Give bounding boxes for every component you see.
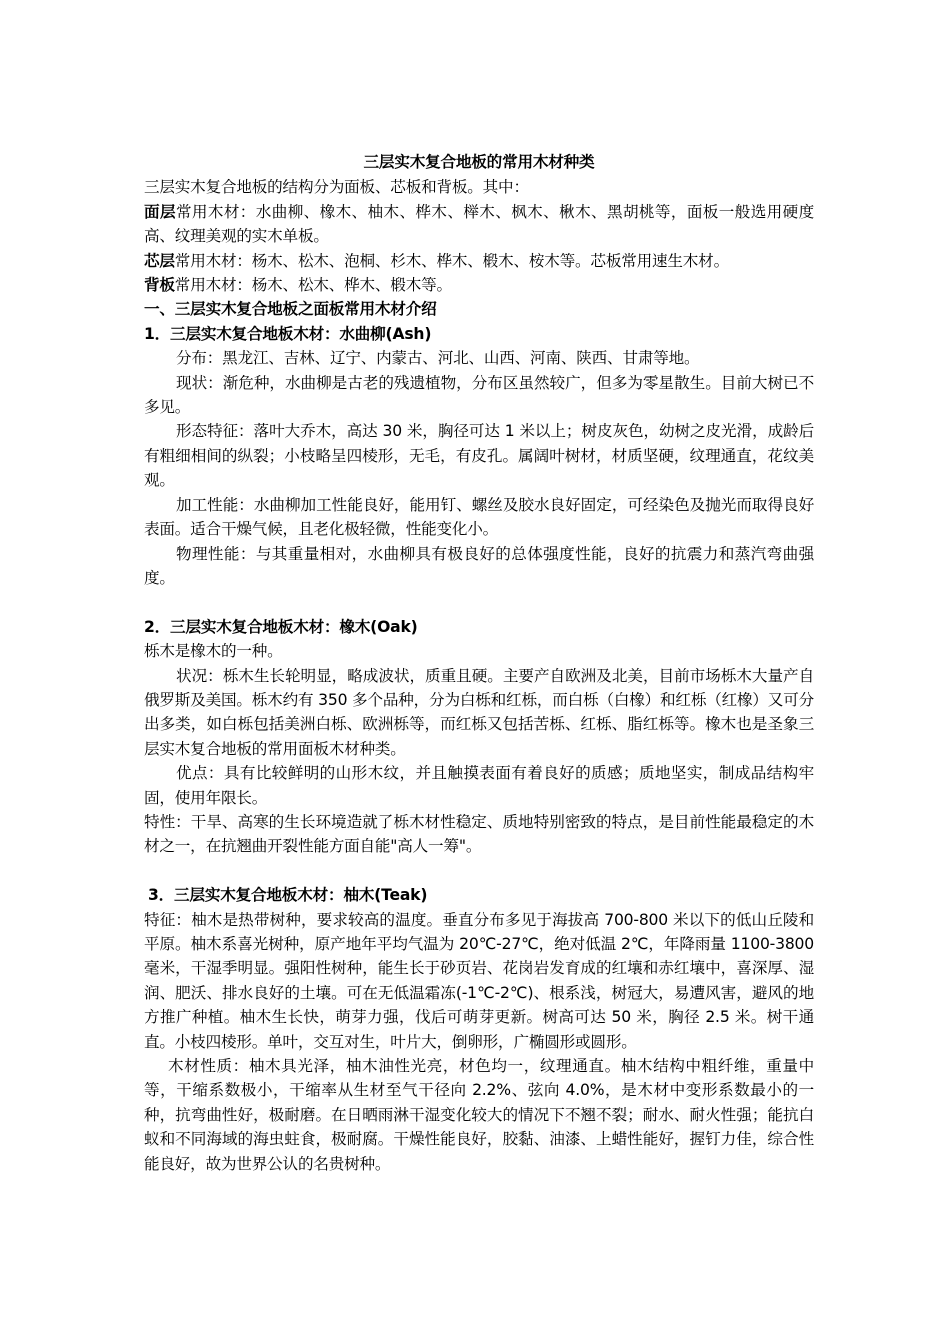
layer-core-text: 常用木材：杨木、松木、泡桐、杉木、桦木、椴木、桉木等。芯板常用速生木材。 (174, 251, 729, 270)
spacer (144, 590, 814, 614)
spacer (144, 859, 814, 883)
document-title: 三层实木复合地板的常用木材种类 (363, 153, 595, 171)
oak-condition: 状况：栎木生长轮明显，略成波状，质重且硬。主要产自欧洲及北美，目前市场栎木大量产自俄罗斯及美国。栎木约有 350 多个品种，分为白栎和红栎，而白栎（白橡）和红栎（红橡）又可分出多类，如白栎包括美洲白栎、欧洲栎等，而红栎又包括苦栎、红栎、脂红栎等。橡木也是圣象三层实木复合地板的常用面板木材种类。 (144, 666, 814, 758)
ash-status: 现状：渐危种，水曲柳是古老的残遗植物，分布区虽然较广，但多为零星散生。目前大树已不多见。 (144, 373, 814, 417)
layer-face-text: 常用木材：水曲柳、橡木、柚木、桦木、榉木、枫木、楸木、黑胡桃等，面板一般选用硬度高、纹理美观的实木单板。 (144, 202, 814, 246)
teak-features: 特征：柚木是热带树种，要求较高的温度。垂直分布多见于海拔高 700-800 米以下的低山丘陵和平原。柚木系喜光树种，原产地年平均气温为 20℃-27℃，绝对低温 2℃，年降雨量 1100-3800 毫米，干湿季明显。强阳性树种，能生长于砂页岩、花岗岩发育成的红壤和赤红壤中，喜深厚、湿润、肥沃、排水良好的土壤。可在无低温霜冻(-1℃-2℃)、根系浅，树冠大，易遭风害，避风的地方推广种植。柚木生长快，萌芽力强，伐后可萌芽更新。树高可达 50 米，胸径 2.5 米。树干通直。小枝四棱形。单叶，交互对生，叶片大，倒卵形，广椭圆形或圆形。 (144, 910, 814, 1051)
teak-wood-properties: 木材性质：柚木具光泽，柚木油性光亮，材色均一，纹理通直。柚木结构中粗纤维，重量中等，干缩系数极小，干缩率从生材至气干径向 2.2%、弦向 4.0%，是木材中变形系数最小的一种，抗弯曲性好，极耐磨。在日晒雨淋干湿变化较大的情况下不翘不裂；耐水、耐火性强；能抗白蚁和不同海域的海虫蛀食，极耐腐。干燥性能良好，胶黏、油漆、上蜡性能好，握钉力佳，综合性能良好，故为世界公认的名贵树种。 (144, 1057, 814, 1173)
document-page (144, 150, 814, 1176)
layer-face (144, 200, 814, 249)
ash-processing: 加工性能：水曲柳加工性能良好，能用钉、螺丝及胶水良好固定，可经染色及抛光而取得良好表面。适合干燥气候，且老化极轻微，性能变化小。 (144, 495, 814, 539)
oak-properties: 特性：干旱、高寒的生长环境造就了栎木材性稳定、质地特别密致的特点，是目前性能最稳定的木材之一，在抗翘曲开裂性能方面自能"高人一筹"。 (144, 812, 814, 856)
layer-face-label: 面层 (144, 202, 176, 221)
ash-morphology: 形态特征：落叶大乔木，高达 30 米，胸径可达 1 米以上；树皮灰色，幼树之皮光滑，成龄后有粗细相间的纵裂；小枝略呈四棱形，无毛，有皮孔。属阔叶树材，材质坚硬，纹理通直，花纹美观。 (144, 422, 814, 490)
layer-back-label: 背板 (144, 276, 175, 295)
layer-back (144, 273, 814, 297)
ash-heading: 1．三层实木复合地板木材：水曲柳(Ash) (144, 324, 432, 343)
ash-distribution: 分布：黑龙江、吉林、辽宁、内蒙古、河北、山西、河南、陕西、甘肃等地。 (176, 349, 700, 368)
ash-physical: 物理性能：与其重量相对，水曲柳具有极良好的总体强度性能，良好的抗震力和蒸汽弯曲强度。 (144, 544, 814, 587)
intro-paragraph: 三层实木复合地板的结构分为面板、芯板和背板。其中： (144, 178, 529, 197)
oak-heading: 2．三层实木复合地板木材：橡木(Oak) (144, 617, 418, 636)
section-heading: 一、三层实木复合地板之面板常用木材介绍 (144, 300, 437, 319)
oak-advantages: 优点：具有比较鲜明的山形木纹，并且触摸表面有着良好的质感；质地坚实，制成品结构牢固，使用年限长。 (144, 764, 814, 807)
teak-heading: 3．三层实木复合地板木材：柚木(Teak) (148, 886, 428, 905)
oak-intro: 栎木是橡木的一种。 (144, 642, 283, 661)
layer-back-text: 常用木材：杨木、松木、桦木、椴木等。 (174, 276, 452, 295)
layer-core-label: 芯层 (144, 251, 175, 270)
layer-core (144, 249, 814, 273)
